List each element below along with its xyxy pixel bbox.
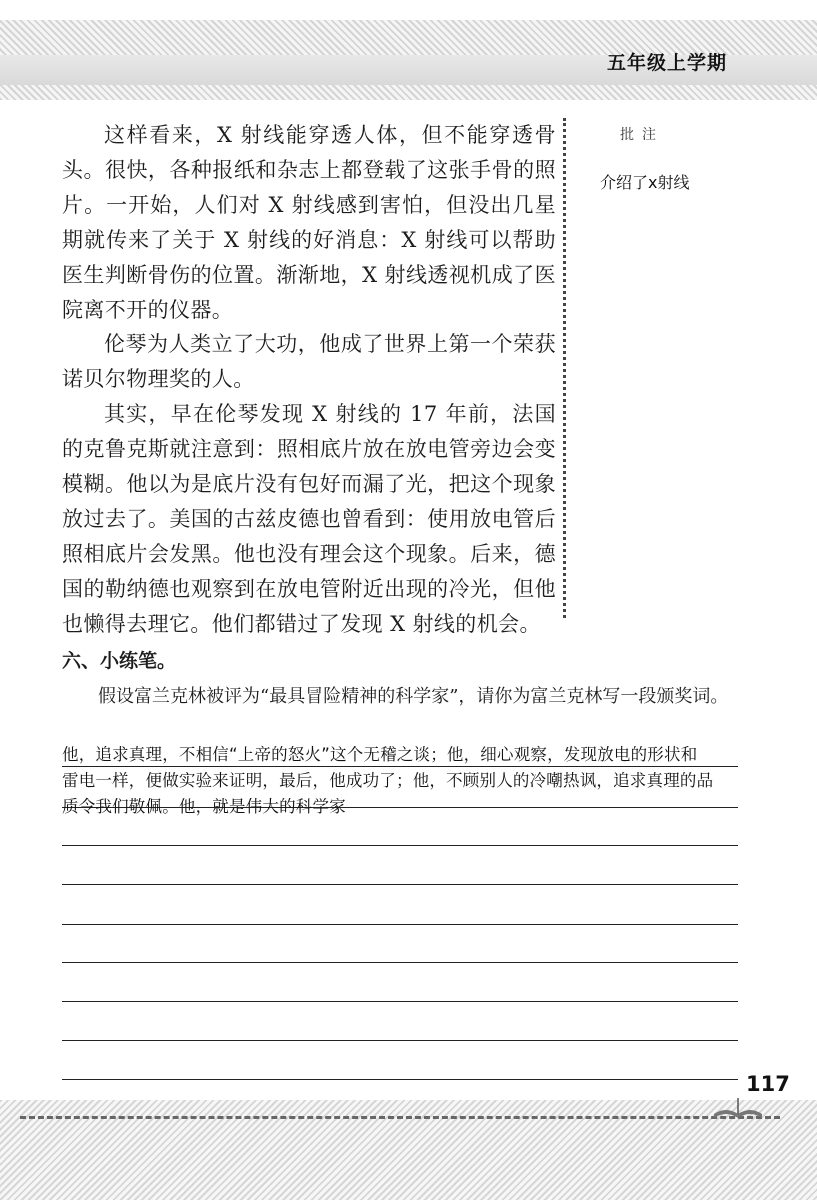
annotation-note: 介绍了x射线 — [600, 173, 690, 192]
handwritten-answer — [62, 742, 752, 820]
writing-line — [62, 924, 738, 925]
writing-line — [62, 845, 738, 846]
writing-line — [62, 962, 738, 963]
footer-pattern — [0, 1100, 817, 1200]
writing-line — [62, 1001, 738, 1002]
passage-paragraph-1: 这样看来，X 射线能穿透人体，但不能穿透骨头。很快，各种报纸和杂志上都登载了这张手骨的照片。一开始，人们对 X 射线感到害怕，但没出几星期就传来了关于 X 射线的好消息：X 射线可以帮助医生判断骨伤的位置。渐渐地，X 射线透视机成了医院离不开的仪器。 — [62, 123, 556, 322]
open-book-icon — [712, 1092, 764, 1120]
exercise-prompt: 假设富兰克林被评为“最具冒险精神的科学家”，请你为富兰克林写一段颁奖词。 — [98, 686, 729, 707]
answer-line-2: 雷电一样，便做实验来证明，最后，他成功了；他，不顾别人的冷嘲热讽，追求真理的品 — [62, 771, 714, 790]
writing-line — [62, 884, 738, 885]
answer-line-1: 他，追求真理，不相信“上帝的怒火”这个无稽之谈；他，细心观察，发现放电的形状和 — [62, 745, 698, 764]
writing-line — [62, 1040, 738, 1041]
annotation-divider — [563, 118, 566, 618]
page-header-title: 五年级上学期 — [606, 52, 727, 74]
section-title: 六、小练笔。 — [62, 650, 177, 672]
passage-paragraph-2: 伦琴为人类立了大功，他成了世界上第一个荣获诺贝尔物理奖的人。 — [62, 332, 556, 392]
page-number: 117 — [746, 1072, 790, 1096]
answer-line-3: 质令我们敬佩。他，就是伟大的科学家 — [62, 797, 346, 816]
annotation-title: 批注 — [620, 127, 664, 143]
footer-dashed-line — [20, 1116, 780, 1119]
reading-passage — [62, 118, 556, 642]
passage-paragraph-3: 其实，早在伦琴发现 X 射线的 17 年前，法国的克鲁克斯就注意到：照相底片放在放电管旁边会变模糊。他以为是底片没有包好而漏了光，把这个现象放过去了。美国的古兹皮德也曾看到：使用放电管后照相底片会发黑。他也没有理会这个现象。后来，德国的勒纳德也观察到在放电管附近出现的冷光，但他也懒得去理它。他们都错过了发现 X 射线的机会。 — [62, 402, 556, 636]
writing-line — [62, 1079, 738, 1080]
